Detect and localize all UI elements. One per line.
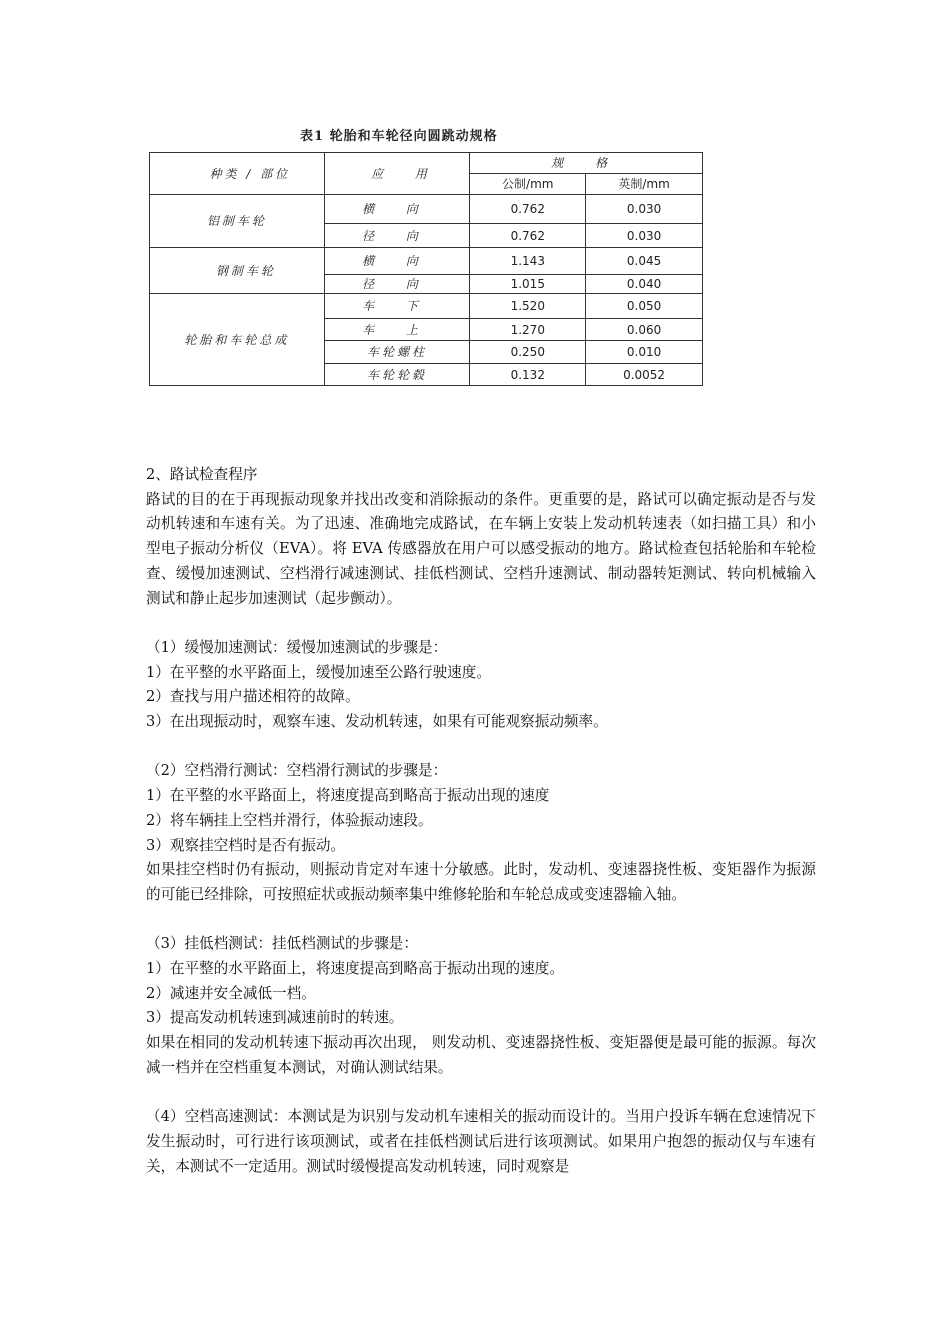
metric-cell: 1.143 bbox=[470, 248, 586, 275]
test1-step2: 2）查找与用户描述相符的故障。 bbox=[146, 688, 360, 706]
imperial-cell: 0.060 bbox=[586, 319, 703, 341]
table-header-row bbox=[150, 153, 703, 174]
application-cell: 径 向 bbox=[324, 275, 470, 294]
group-name: 轮胎和车轮总成 bbox=[150, 294, 325, 386]
imperial-cell: 0.010 bbox=[586, 341, 703, 364]
imperial-cell: 0.0052 bbox=[586, 364, 703, 386]
table-row bbox=[150, 248, 703, 275]
test3-step3: 3）提高发动机转速到减速前时的转速。 bbox=[146, 1009, 404, 1027]
application-cell: 车 上 bbox=[324, 319, 470, 341]
test3-step1: 1）在平整的水平路面上，将速度提高到略高于振动出现的速度。 bbox=[146, 960, 564, 978]
imperial-cell: 0.040 bbox=[586, 275, 703, 294]
table-caption: 表1 轮胎和车轮径向圆跳动规格 bbox=[300, 129, 498, 144]
test3-step2: 2）减速并安全减低一档。 bbox=[146, 984, 316, 1002]
test2-step3: 3）观察挂空档时是否有振动。 bbox=[146, 836, 346, 854]
test4-paragraph: （4）空档高速测试：本测试是为识别与发动机车速相关的振动而设计的。当用户投诉车辆在怠速情况下发生振动时，可行进行该项测试，或者在挂低档测试后进行该项测试。如果用户抱怨的振动仅与车速有关，本测试不一定适用。测试时缓慢提高发动机转速，同时观察是 bbox=[146, 1108, 816, 1175]
header-imperial: 英制/mm bbox=[586, 174, 703, 195]
document-body bbox=[146, 463, 816, 1179]
table-row bbox=[150, 294, 703, 319]
test1-title: （1）缓慢加速测试：缓慢加速测试的步骤是： bbox=[146, 638, 448, 656]
metric-cell: 0.250 bbox=[470, 341, 586, 364]
test1-step1: 1）在平整的水平路面上，缓慢加速至公路行驶速度。 bbox=[146, 663, 491, 681]
intro-paragraph: 路试的目的在于再现振动现象并找出改变和消除振动的条件。更重要的是，路试可以确定振动是否与发动机转速和车速有关。为了迅速、准确地完成路试，在车辆上安装上发动机转速表（如扫描工具）和小型电子振动分析仪（EVA）。将 EVA 传感器放在用户可以感受振动的地方。路试检查包括轮胎和车轮检查、缓慢加速测试、空档滑行减速测试、挂低档测试、空档升速测试、制动器转矩测试、转向机械输入测试和静止起步加速测试（起步颤动）。 bbox=[146, 490, 816, 607]
application-cell: 车轮轮毂 bbox=[324, 364, 470, 386]
metric-cell: 1.270 bbox=[470, 319, 586, 341]
test1-step3: 3）在出现振动时，观察车速、发动机转速，如果有可能观察振动频率。 bbox=[146, 713, 608, 731]
application-cell: 车 下 bbox=[324, 294, 470, 319]
imperial-cell: 0.045 bbox=[586, 248, 703, 275]
test2-note: 如果挂空档时仍有振动，则振动肯定对车速十分敏感。此时，发动机、变速器挠性板、变矩器作为振源的可能已经排除，可按照症状或振动频率集中维修轮胎和车轮总成或变速器输入轴。 bbox=[146, 861, 816, 903]
test2-step2: 2）将车辆挂上空档并滑行，体验振动速段。 bbox=[146, 811, 433, 829]
test2-title: （2）空档滑行测试：空档滑行测试的步骤是： bbox=[146, 762, 448, 780]
imperial-cell: 0.050 bbox=[586, 294, 703, 319]
header-application: 应 用 bbox=[324, 153, 470, 195]
test2-step1: 1）在平整的水平路面上，将速度提高到略高于振动出现的速度 bbox=[146, 787, 550, 805]
group-name: 铝制车轮 bbox=[150, 195, 325, 248]
application-cell: 横 向 bbox=[324, 195, 470, 224]
header-spec: 规 格 bbox=[470, 153, 703, 174]
runout-spec-table bbox=[149, 152, 703, 386]
metric-cell: 0.762 bbox=[470, 195, 586, 224]
header-type: 种类 / 部位 bbox=[150, 153, 325, 195]
table-row bbox=[150, 195, 703, 224]
test3-note: 如果在相同的发动机转速下振动再次出现， 则发动机、变速器挠性板、变矩器便是最可能的振源。每次减一档并在空档重复本测试，对确认测试结果。 bbox=[146, 1034, 816, 1076]
imperial-cell: 0.030 bbox=[586, 195, 703, 224]
metric-cell: 1.015 bbox=[470, 275, 586, 294]
application-cell: 径 向 bbox=[324, 224, 470, 248]
metric-cell: 0.762 bbox=[470, 224, 586, 248]
section-heading: 2、路试检查程序 bbox=[146, 466, 258, 483]
imperial-cell: 0.030 bbox=[586, 224, 703, 248]
test3-title: （3）挂低档测试：挂低档测试的步骤是： bbox=[146, 935, 418, 953]
metric-cell: 0.132 bbox=[470, 364, 586, 386]
metric-cell: 1.520 bbox=[470, 294, 586, 319]
header-metric: 公制/mm bbox=[470, 174, 586, 195]
application-cell: 车轮螺柱 bbox=[324, 341, 470, 364]
application-cell: 横 向 bbox=[324, 248, 470, 275]
group-name: 钢制车轮 bbox=[150, 248, 325, 294]
